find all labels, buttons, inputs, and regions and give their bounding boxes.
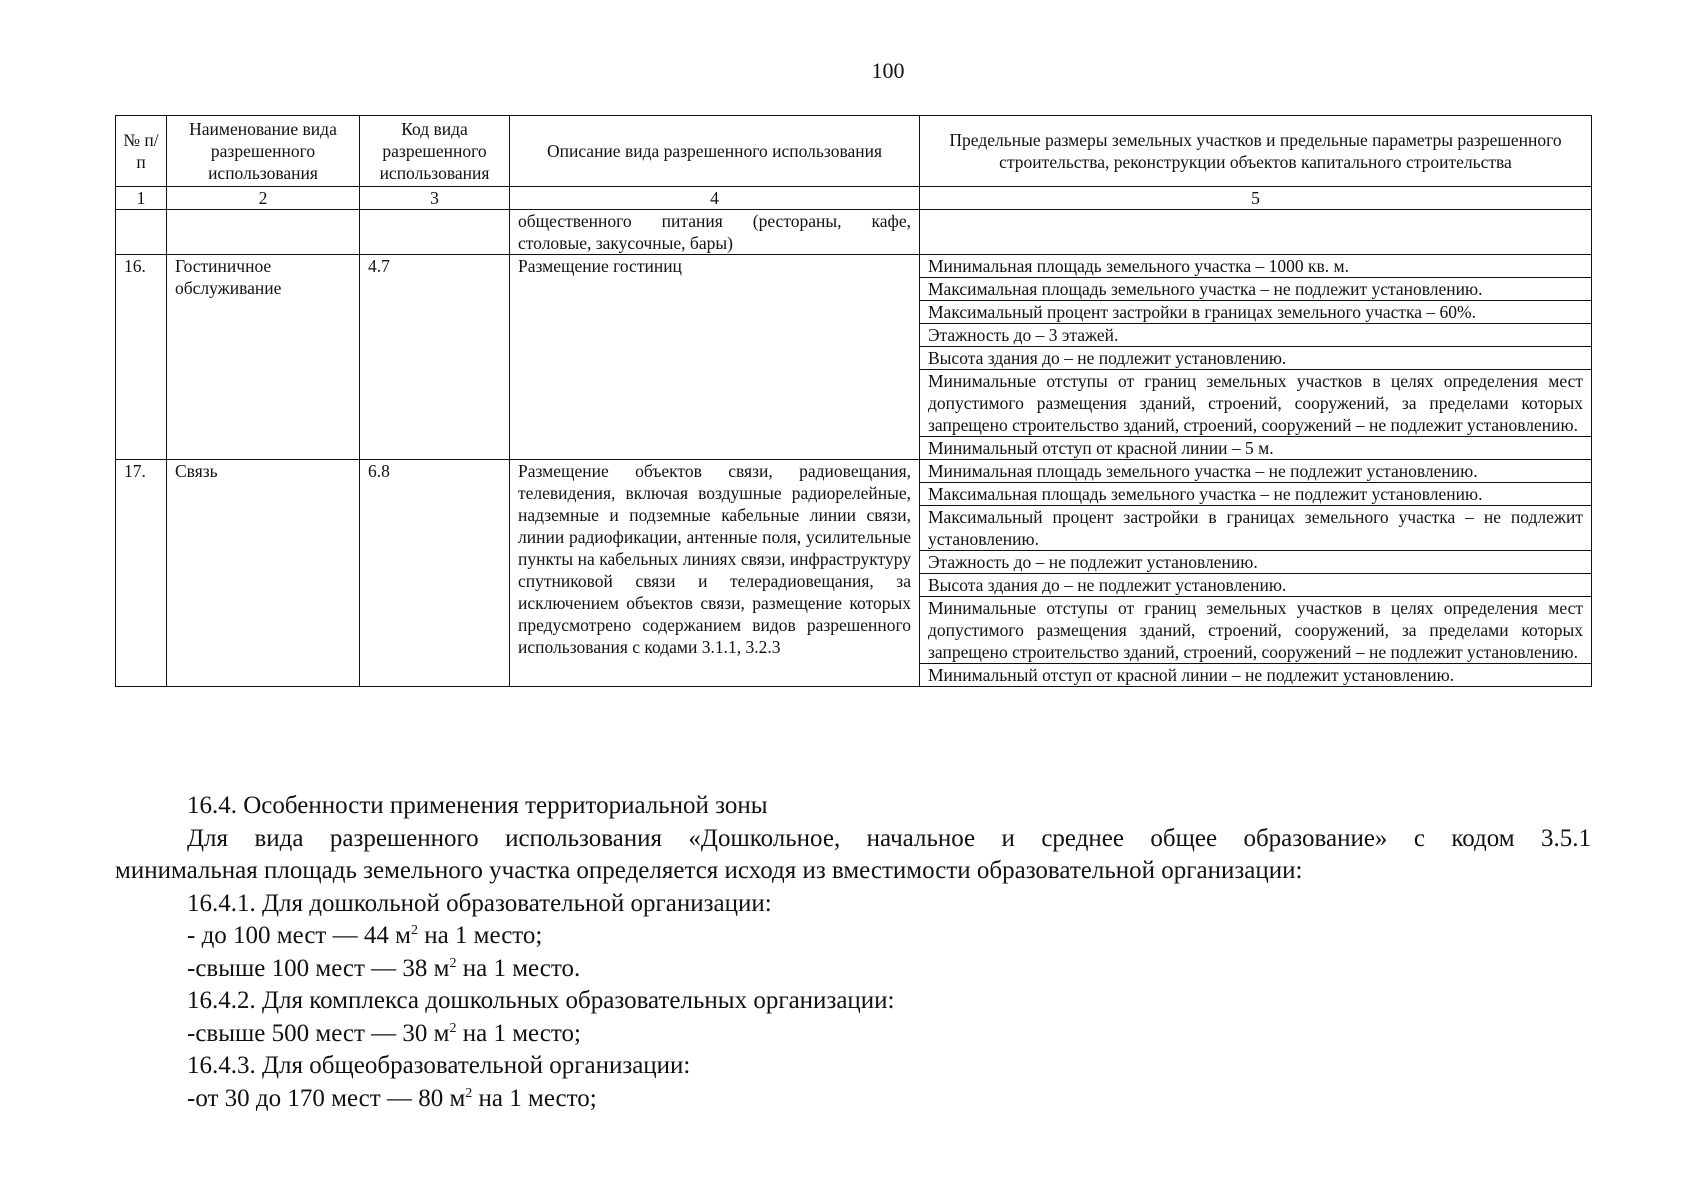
paragraph: минимальная площадь земельного участка определяется исходя из вместимости образовательной организации:	[115, 857, 1303, 884]
cell-name: Связь	[167, 460, 360, 687]
subsection-heading: 16.4.3. Для общеобразовательной организации:	[187, 1052, 691, 1079]
param-item: Минимальный отступ от красной линии – 5 м.	[928, 438, 1274, 458]
param-item: Максимальный процент застройки в границах земельного участка – не подлежит установлению.	[920, 506, 1591, 551]
cell-code: 6.8	[360, 460, 510, 687]
col-number: 2	[167, 187, 360, 210]
table-header-row	[116, 116, 1592, 187]
list-item: -свыше 500 мест — 30 $м^2$ на 1 место;	[187, 1019, 581, 1047]
cell-num: 17.	[116, 460, 167, 687]
col-number: 1	[116, 187, 167, 210]
col-number: 4	[510, 187, 920, 210]
cell-description: Размещение гостиниц	[510, 255, 920, 460]
column-numbers-row	[116, 187, 1592, 210]
cell-empty	[167, 210, 360, 255]
cell-description: Размещение объектов связи, радиовещания, телевидения, включая воздушные радиорелейные, надземные и подземные кабельные линии связи, линии радиофикации, антенные поля, усилительные пункты на кабельных линиях связи, инфраструктуру спутниковой связи и телерадиовещания, за исключением объектов связи, размещение которых предусмотрено содержанием видов разрешенного использования с кодами 3.1.1, 3.2.3	[510, 460, 920, 687]
param-item: Высота здания до – не подлежит установлению.	[920, 347, 1591, 370]
param-item: Минимальная площадь земельного участка – не подлежит установлению.	[920, 460, 1591, 483]
list-item: -свыше 100 мест — 38 $м^2$ на 1 место.	[187, 954, 581, 982]
table-row	[116, 460, 1592, 687]
param-item: Этажность до – не подлежит установлению.	[920, 551, 1591, 574]
param-item: Минимальные отступы от границ земельных участков в целях определения мест допустимого размещения зданий, строений, сооружений, за пределами которых запрещено строительство зданий, строений, сооружений – не подлежит установлению.	[920, 597, 1591, 664]
cell-code: 4.7	[360, 255, 510, 460]
cell-empty	[920, 210, 1592, 255]
list-item: -от 30 до 170 мест — 80 $м^2$ на 1 место;	[187, 1084, 597, 1112]
param-item: Минимальные отступы от границ земельных участков в целях определения мест допустимого размещения зданий, строений, сооружений, за пределами которых запрещено строительство зданий, строений, сооружений – не подлежит установлению.	[920, 370, 1591, 437]
col-number: 3	[360, 187, 510, 210]
cell-empty	[116, 210, 167, 255]
body-text	[115, 790, 1591, 1115]
table-row-continuation	[116, 210, 1592, 255]
land-use-table	[115, 115, 1592, 687]
param-item: Этажность до – 3 этажей.	[920, 324, 1591, 347]
section-heading: 16.4. Особенности применения территориальной зоны	[187, 792, 768, 819]
header-code: Код вида разрешенного использования	[360, 116, 510, 187]
cell-name: Гостиничное обслуживание	[167, 255, 360, 460]
cell-params	[920, 255, 1592, 460]
param-item: Высота здания до – не подлежит установлению.	[920, 574, 1591, 597]
cell-num: 16.	[116, 255, 167, 460]
table-row	[116, 255, 1592, 460]
param-item: Минимальный отступ от красной линии – не подлежит установлению.	[928, 665, 1455, 685]
cell-description: общественного питания (рестораны, кафе, столовые, закусочные, бары)	[510, 210, 920, 255]
header-name: Наименование вида разрешенного использования	[167, 116, 360, 187]
param-item: Максимальная площадь земельного участка – не подлежит установлению.	[920, 278, 1591, 301]
list-item: - до 100 мест — 44 $м^2$ на 1 место;	[187, 922, 543, 949]
subsection-heading: 16.4.1. Для дошкольной образовательной организации:	[187, 889, 772, 917]
param-item: Минимальная площадь земельного участка – 1000 кв. м.	[920, 255, 1591, 278]
header-num: № п/п	[116, 116, 167, 187]
page-number: 100	[871, 58, 905, 83]
cell-params	[920, 460, 1592, 687]
param-item: Максимальный процент застройки в границах земельного участка – 60%.	[920, 301, 1591, 324]
header-description: Описание вида разрешенного использования	[510, 116, 920, 187]
header-params: Предельные размеры земельных участков и предельные параметры разрешенного строительства, реконструкции объектов капитального строительства	[920, 116, 1592, 187]
col-number: 5	[920, 187, 1592, 210]
cell-empty	[360, 210, 510, 255]
paragraph: Для вида разрешенного использования «Дошкольное, начальное и среднее общее образование» с кодом 3.5.1	[187, 824, 1591, 852]
param-item: Максимальная площадь земельного участка – не подлежит установлению.	[920, 483, 1591, 506]
subsection-heading: 16.4.2. Для комплекса дошкольных образовательных организации:	[187, 987, 895, 1014]
